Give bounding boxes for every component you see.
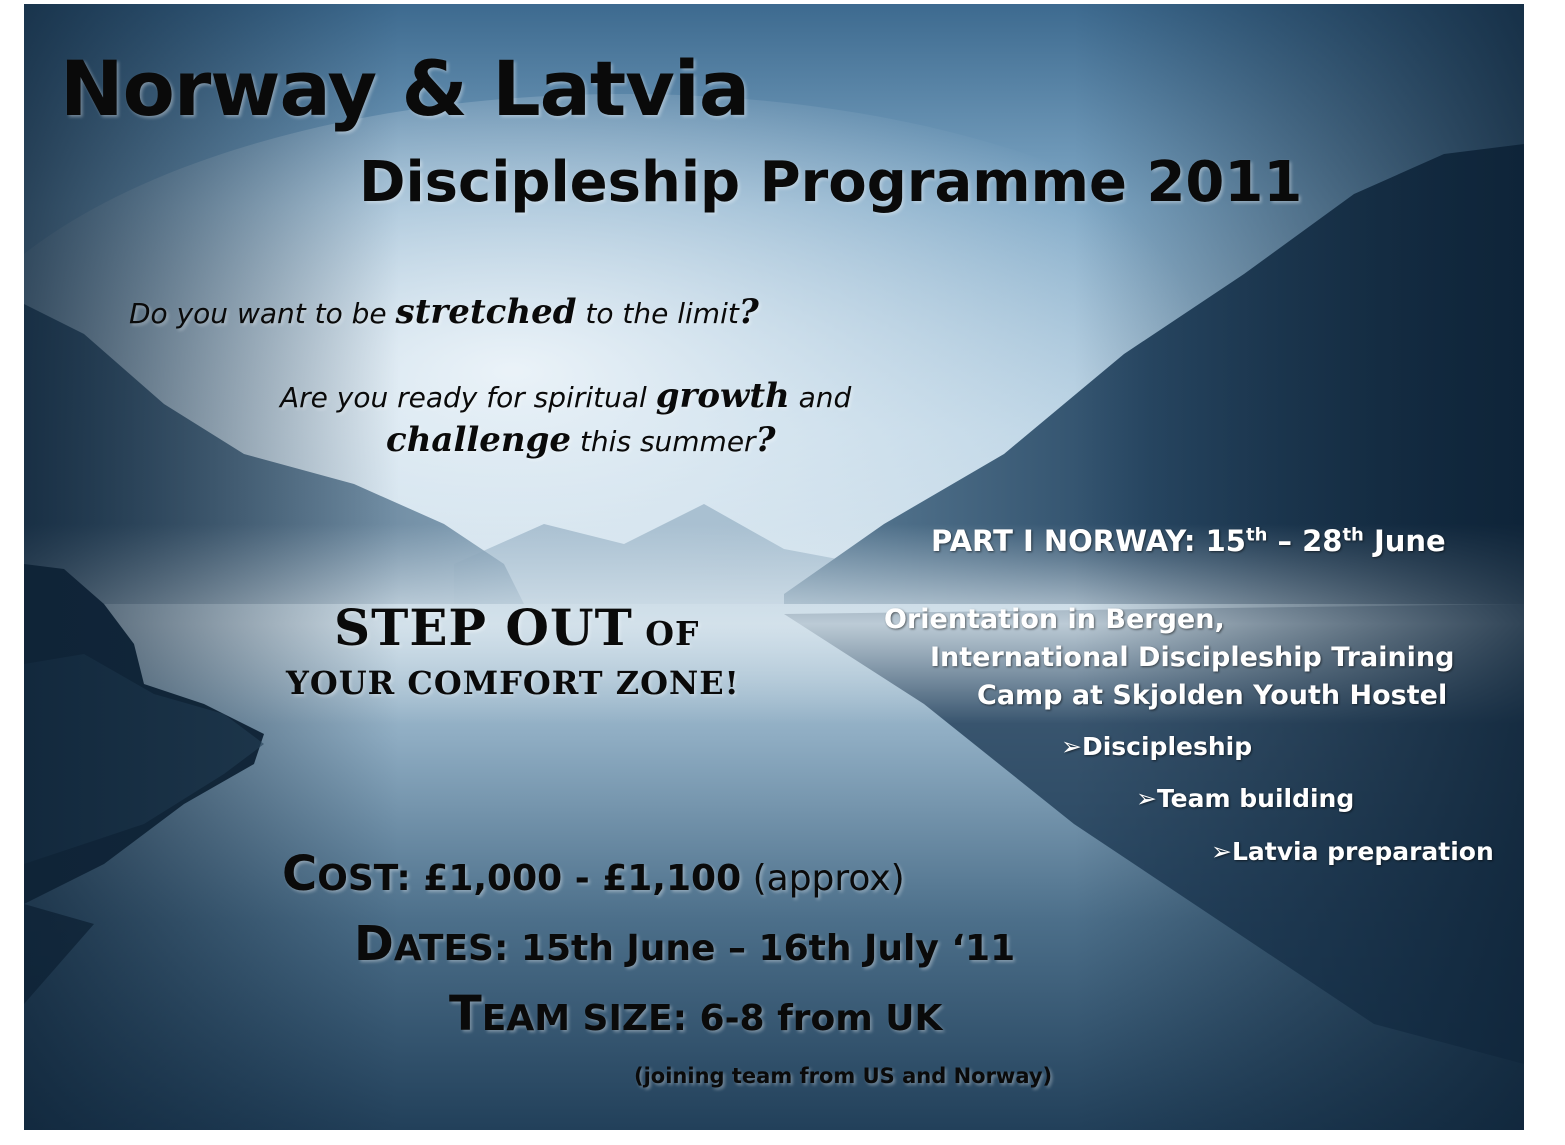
ordinal-suffix: th (1342, 524, 1364, 546)
bullet-discipleship (1061, 732, 1252, 761)
team-note: (joining team from US and Norway) (634, 1064, 1053, 1088)
question-stretched (129, 292, 759, 332)
orientation-line-2: International Discipleship Training (930, 642, 1455, 673)
arrow-bullet-icon: ➢ (1061, 732, 1082, 761)
step-out-of: OF (632, 614, 700, 653)
question-text: Are you ready for spiritual (280, 381, 656, 414)
team-size-line (449, 986, 942, 1042)
bullet-text: Discipleship (1081, 732, 1253, 761)
part-month: June (1363, 524, 1446, 558)
dates-value: 15th June – 16th July ‘11 (508, 928, 1016, 969)
arrow-bullet-icon: ➢ (1211, 837, 1232, 866)
step-out-text: STEP OUT (334, 598, 633, 657)
question-text: Do you want to be (129, 297, 396, 330)
part-label: PART I NORWAY: 15 (931, 524, 1246, 558)
bullet-text: Team building (1156, 784, 1355, 813)
question-text: this summer (571, 425, 756, 458)
emphasis-word: growth (655, 376, 790, 416)
step-out-heading (334, 598, 699, 657)
poster-title: Norway & Latvia (60, 44, 750, 133)
cost-label: OST: (317, 858, 411, 899)
dates-line (354, 916, 1015, 972)
question-growth (280, 376, 851, 416)
part-date: – 28 (1267, 524, 1343, 558)
question-mark: ? (755, 420, 776, 460)
emphasis-word: stretched (395, 292, 577, 332)
orientation-line-3: Camp at Skjolden Youth Hostel (977, 680, 1448, 711)
emphasis-word: challenge (386, 420, 572, 460)
cost-line (282, 846, 905, 902)
question-text: to the limit (576, 297, 739, 330)
team-initial: T (449, 986, 482, 1042)
question-challenge (386, 420, 775, 460)
question-mark: ? (738, 292, 759, 332)
question-text: and (789, 381, 852, 414)
part-one-norway (931, 524, 1446, 558)
poster (24, 4, 1524, 1130)
orientation-line-1: Orientation in Bergen, (884, 604, 1225, 635)
poster-subtitle: Discipleship Programme 2011 (359, 150, 1303, 215)
team-value: 6-8 from UK (686, 998, 943, 1039)
bullet-text: Latvia preparation (1231, 837, 1494, 866)
dates-initial: D (354, 916, 394, 972)
comfort-zone-heading: YOUR COMFORT ZONE! (286, 664, 740, 702)
team-label: EAM SIZE: (481, 998, 687, 1039)
cost-value: £1,000 - £1,100 (410, 858, 742, 899)
cost-initial: C (282, 846, 318, 902)
dates-label: ATES: (393, 928, 509, 969)
cost-note: (approx) (741, 858, 905, 899)
arrow-bullet-icon: ➢ (1136, 784, 1157, 813)
ordinal-suffix: th (1245, 524, 1268, 546)
bullet-latvia-preparation (1211, 837, 1494, 866)
bullet-team-building (1136, 784, 1354, 813)
